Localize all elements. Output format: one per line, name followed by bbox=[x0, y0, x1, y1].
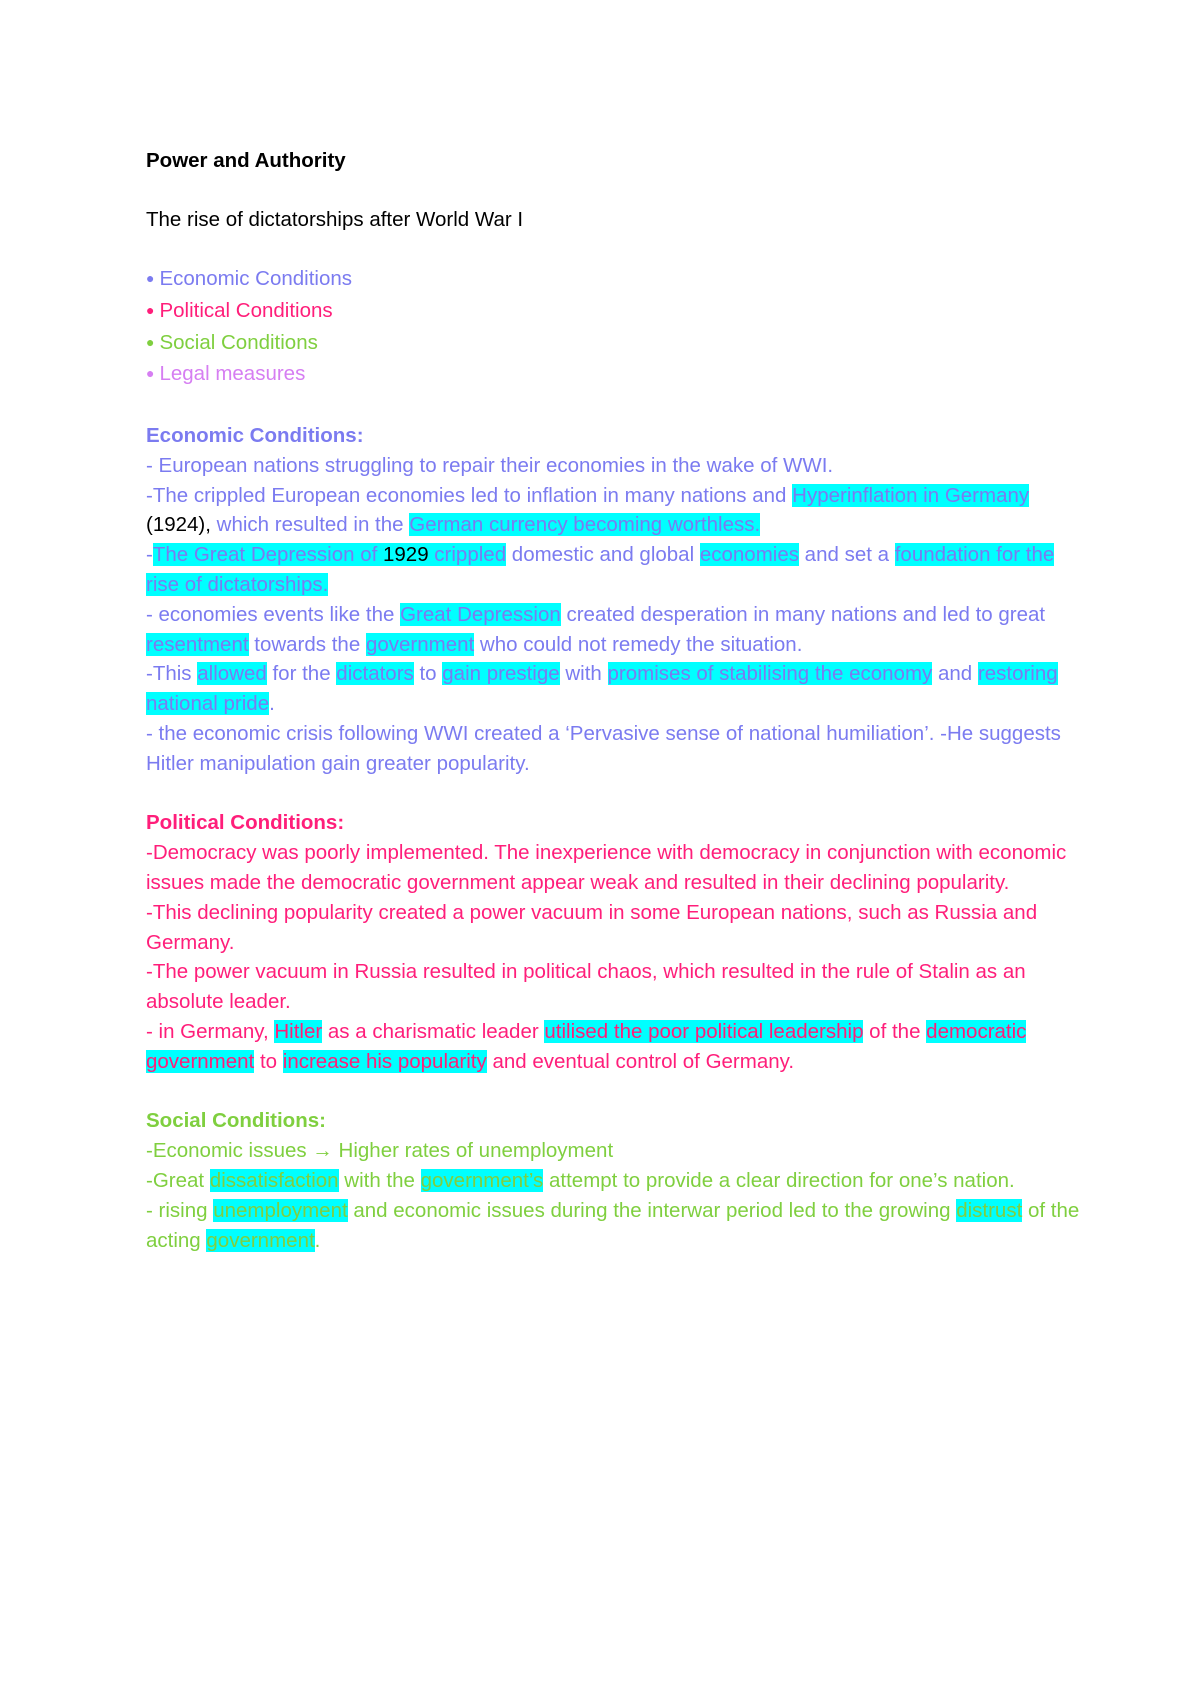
text-run: -The crippled European economies led to inflation in many nations and bbox=[146, 483, 793, 507]
text-run: domestic and global bbox=[506, 543, 700, 567]
text-run: - bbox=[146, 543, 153, 567]
text-run: of the bbox=[863, 1019, 927, 1043]
text-run: which resulted in the bbox=[210, 513, 410, 537]
political-paragraph-2: -This declining popularity created a power vacuum in some European nations, such as Russia and Germany. bbox=[146, 900, 1038, 954]
highlighted-text: The Great Depression of bbox=[152, 543, 383, 567]
bullet-legal bbox=[146, 359, 1086, 391]
topic-bullet-list bbox=[146, 264, 1086, 391]
political-section bbox=[146, 808, 1086, 1076]
text-run: - economies events like the bbox=[146, 602, 401, 626]
text-run: and bbox=[932, 662, 978, 686]
bullet-dot-icon: ● bbox=[146, 301, 155, 318]
highlighted-text: democratic government bbox=[146, 1019, 1027, 1073]
text-run: with the bbox=[338, 1168, 421, 1192]
social-paragraph-1: -Economic issues → Higher rates of unemployment bbox=[146, 1139, 614, 1163]
highlighted-text: allowed bbox=[197, 662, 267, 686]
highlighted-text: distrust bbox=[956, 1198, 1023, 1222]
text-run: and set a bbox=[798, 543, 895, 567]
bullet-label: Political Conditions bbox=[159, 298, 333, 322]
bullet-label: Economic Conditions bbox=[159, 267, 353, 290]
highlighted-text: resentment bbox=[146, 632, 249, 656]
economic-paragraph-1: - European nations struggling to repair their economies in the wake of WWI. bbox=[146, 453, 834, 477]
highlighted-text: German currency becoming worthless. bbox=[409, 513, 761, 537]
highlighted-text: dictators bbox=[336, 662, 414, 686]
highlighted-text: gain prestige bbox=[442, 662, 560, 686]
text-run: - rising bbox=[146, 1198, 214, 1222]
text-run: and economic issues during the interwar period led to the growing bbox=[347, 1198, 957, 1222]
text-run: to bbox=[413, 662, 443, 686]
bullet-dot-icon: ● bbox=[146, 333, 155, 350]
political-paragraph-3: -The power vacuum in Russia resulted in political chaos, which resulted in the rule of Stalin as an absolute leader. bbox=[146, 960, 1026, 1014]
text-run: who could not remedy the situation. bbox=[474, 632, 803, 656]
social-section bbox=[146, 1106, 1086, 1255]
document-page bbox=[146, 146, 1086, 1255]
highlighted-text: economies bbox=[699, 543, 799, 567]
text-run: and eventual control of Germany. bbox=[486, 1049, 795, 1073]
economic-paragraph-5 bbox=[146, 659, 1086, 719]
social-paragraph-2 bbox=[146, 1166, 1086, 1196]
highlighted-text: utilised the poor political leadership bbox=[544, 1019, 864, 1043]
economic-heading: Economic Conditions: bbox=[146, 423, 364, 447]
highlighted-text: Great Depression bbox=[400, 602, 561, 626]
text-run: of the acting bbox=[146, 1198, 1080, 1252]
text-run: . bbox=[314, 1228, 321, 1252]
text-run: as a charismatic leader bbox=[322, 1019, 545, 1043]
highlighted-text: government bbox=[365, 632, 475, 656]
document-title: Power and Authority bbox=[146, 149, 346, 172]
text-run: (1924), bbox=[146, 513, 211, 537]
text-run: with bbox=[559, 662, 608, 686]
highlighted-text: increase his popularity bbox=[282, 1049, 487, 1073]
economic-paragraph-3 bbox=[146, 540, 1086, 600]
text-run: . bbox=[269, 692, 275, 716]
economic-paragraph-2 bbox=[146, 481, 1086, 541]
document-subtitle: The rise of dictatorships after World War I bbox=[146, 208, 524, 231]
social-paragraph-3 bbox=[146, 1196, 1086, 1256]
economic-paragraph-6: - the economic crisis following WWI created a ‘Pervasive sense of national humiliation’. -He suggests Hitler manipulation gain greater popularity. bbox=[146, 721, 1061, 775]
bullet-political bbox=[146, 296, 1086, 328]
political-heading: Political Conditions: bbox=[146, 811, 345, 835]
highlighted-text: government bbox=[206, 1228, 315, 1252]
political-paragraph-1: -Democracy was poorly implemented. The inexperience with democracy in conjunction with economic issues made the democratic government appear weak and resulted in their declining popularity. bbox=[146, 841, 1067, 894]
social-heading: Social Conditions: bbox=[146, 1109, 326, 1133]
economic-paragraph-4 bbox=[146, 600, 1086, 660]
highlighted-text: Hitler bbox=[274, 1019, 323, 1043]
text-run: attempt to provide a clear direction for one’s nation. bbox=[543, 1168, 1015, 1192]
text-run: -This bbox=[146, 662, 198, 686]
text-run: towards the bbox=[248, 632, 366, 656]
highlighted-text: government’s bbox=[420, 1168, 544, 1192]
highlighted-text: unemployment bbox=[213, 1198, 348, 1222]
highlighted-text: Hyperinflation in Germany bbox=[792, 483, 1030, 507]
highlighted-text: promises of stabilising the economy bbox=[607, 662, 933, 686]
highlighted-text: restoring national pride bbox=[146, 662, 1058, 716]
political-paragraph-4 bbox=[146, 1017, 1086, 1077]
highlighted-text: dissatisfaction bbox=[209, 1168, 339, 1192]
highlighted-text: foundation for the rise of dictatorships. bbox=[146, 543, 1055, 596]
bullet-social bbox=[146, 328, 1086, 360]
bullet-dot-icon: ● bbox=[146, 270, 155, 286]
text-run: to bbox=[254, 1049, 283, 1073]
economic-section bbox=[146, 421, 1086, 779]
text-run: -Great bbox=[146, 1168, 210, 1192]
bullet-economic bbox=[146, 264, 1086, 296]
highlighted-text: 1929 bbox=[383, 543, 429, 567]
text-run: for the bbox=[266, 662, 337, 686]
bullet-label: Legal measures bbox=[159, 362, 306, 386]
highlighted-text: crippled bbox=[428, 543, 507, 567]
bullet-label: Social Conditions bbox=[159, 330, 318, 354]
text-run: created desperation in many nations and led to great bbox=[560, 602, 1046, 626]
text-run: - in Germany, bbox=[146, 1019, 275, 1043]
bullet-dot-icon: ● bbox=[146, 365, 155, 382]
